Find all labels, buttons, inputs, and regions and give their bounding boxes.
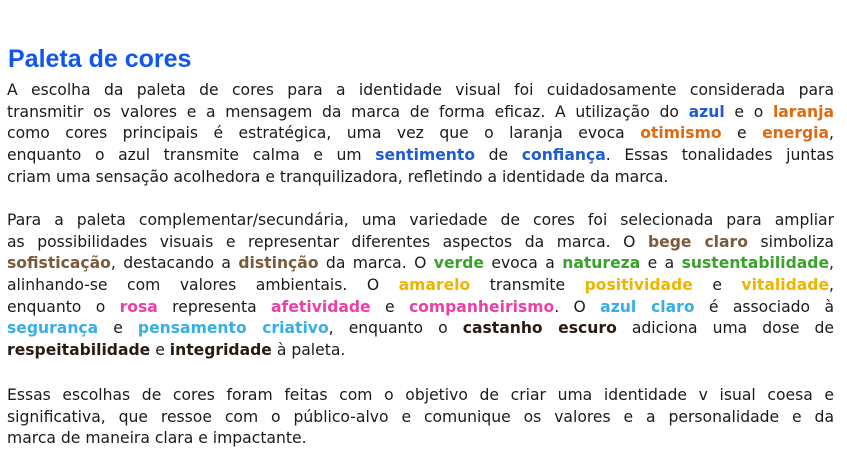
highlight-azul: sentimento xyxy=(375,146,476,165)
text-segment: , xyxy=(829,124,834,143)
text-segment: simboliza xyxy=(747,232,834,251)
highlight-amarelo: positividade xyxy=(584,276,693,295)
text-segment: as possibilidades visuais e representar diferentes aspectos da marca. O xyxy=(7,232,648,251)
text-line xyxy=(7,340,834,362)
highlight-amarelo: vitalidade xyxy=(741,276,830,295)
text-line xyxy=(7,428,834,450)
text-segment: à paleta. xyxy=(271,341,346,360)
highlight-verde: verde xyxy=(433,254,484,273)
paragraph-conclusion xyxy=(7,385,834,450)
text-segment: enquanto o xyxy=(7,297,120,316)
highlight-verde: sustentabilidade xyxy=(681,254,830,273)
text-segment: Essas escolhas de cores foram feitas com o objetivo de criar uma identidade v isual coesa e xyxy=(7,386,834,404)
paragraph-primary-palette xyxy=(7,80,834,188)
text-segment: representa xyxy=(157,297,272,316)
highlight-laranja: laranja xyxy=(772,102,834,121)
highlight-laranja: energia xyxy=(762,124,830,143)
highlight-azul-claro: azul claro xyxy=(600,297,695,316)
text-segment: e xyxy=(150,341,170,360)
text-segment: da marca. O xyxy=(318,254,434,273)
text-segment: evoca a xyxy=(483,254,563,273)
highlight-castanho: integridade xyxy=(169,341,272,360)
text-line xyxy=(7,385,834,407)
text-line xyxy=(7,123,834,145)
highlight-castanho: respeitabilidade xyxy=(7,341,151,360)
text-line xyxy=(7,407,834,429)
text-segment: como cores principais é estratégica, uma vez que o laranja evoca xyxy=(7,124,641,143)
highlight-bege: sofisticação xyxy=(7,254,111,273)
text-segment: marca de maneira clara e impactante. xyxy=(7,429,307,448)
text-segment: A escolha da paleta de cores para a identidade visual foi cuidadosamente considerada para xyxy=(7,81,834,99)
text-line xyxy=(7,167,834,189)
text-segment: transmitir os valores e a mensagem da marca de forma eficaz. A utilização do xyxy=(7,102,689,121)
text-segment: , xyxy=(829,254,834,273)
text-segment: e o xyxy=(724,102,773,121)
text-segment: transmite xyxy=(470,276,585,295)
text-segment: alinhando-se com valores ambientais. O xyxy=(7,276,399,295)
text-segment: e a xyxy=(640,254,682,273)
highlight-rosa: companheirismo xyxy=(408,297,555,316)
highlight-azul-claro: pensamento criativo xyxy=(137,319,329,338)
text-segment: , xyxy=(829,276,834,295)
text-segment: Para a paleta complementar/secundária, uma variedade de cores foi selecionada para ampliar xyxy=(7,211,834,229)
paragraph-secondary-palette xyxy=(7,210,834,362)
page-title: Paleta de cores xyxy=(8,45,192,73)
text-line xyxy=(7,145,834,167)
text-segment: e xyxy=(692,276,742,295)
text-segment: adiciona uma dose de xyxy=(616,319,834,338)
text-segment: e xyxy=(370,297,409,316)
highlight-azul: confiança xyxy=(521,146,606,165)
text-line xyxy=(7,253,834,275)
text-line xyxy=(7,102,834,124)
text-segment: significativa, que ressoe com o público-alvo e comunique os valores e a personalidade e da xyxy=(7,407,834,426)
text-line xyxy=(7,318,834,340)
text-segment: . Essas tonalidades juntas xyxy=(605,146,834,165)
highlight-azul-claro: segurança xyxy=(7,319,99,338)
text-segment: , enquanto o xyxy=(328,319,463,338)
text-line xyxy=(7,232,834,254)
highlight-bege: distinção xyxy=(238,254,319,273)
text-segment: criam uma sensação acolhedora e tranquilizadora, refletindo a identidade da marca. xyxy=(7,167,669,186)
text-segment: e xyxy=(98,319,138,338)
text-segment: é associado à xyxy=(694,297,834,316)
text-segment: , destacando a xyxy=(110,254,239,273)
text-segment: de xyxy=(475,146,522,165)
text-line xyxy=(7,80,834,102)
highlight-castanho: castanho escuro xyxy=(462,319,617,338)
highlight-amarelo: amarelo xyxy=(398,276,471,295)
text-segment: enquanto o azul transmite calma e um xyxy=(7,146,376,165)
highlight-rosa: afetividade xyxy=(271,297,371,316)
text-line xyxy=(7,210,834,232)
text-line xyxy=(7,297,834,319)
highlight-rosa: rosa xyxy=(119,297,158,316)
text-segment: e xyxy=(721,124,763,143)
highlight-azul: azul xyxy=(688,102,725,121)
highlight-bege: bege claro xyxy=(647,232,748,251)
highlight-verde: natureza xyxy=(562,254,641,273)
text-segment: . O xyxy=(554,297,601,316)
highlight-laranja: otimismo xyxy=(640,124,722,143)
text-line xyxy=(7,275,834,297)
